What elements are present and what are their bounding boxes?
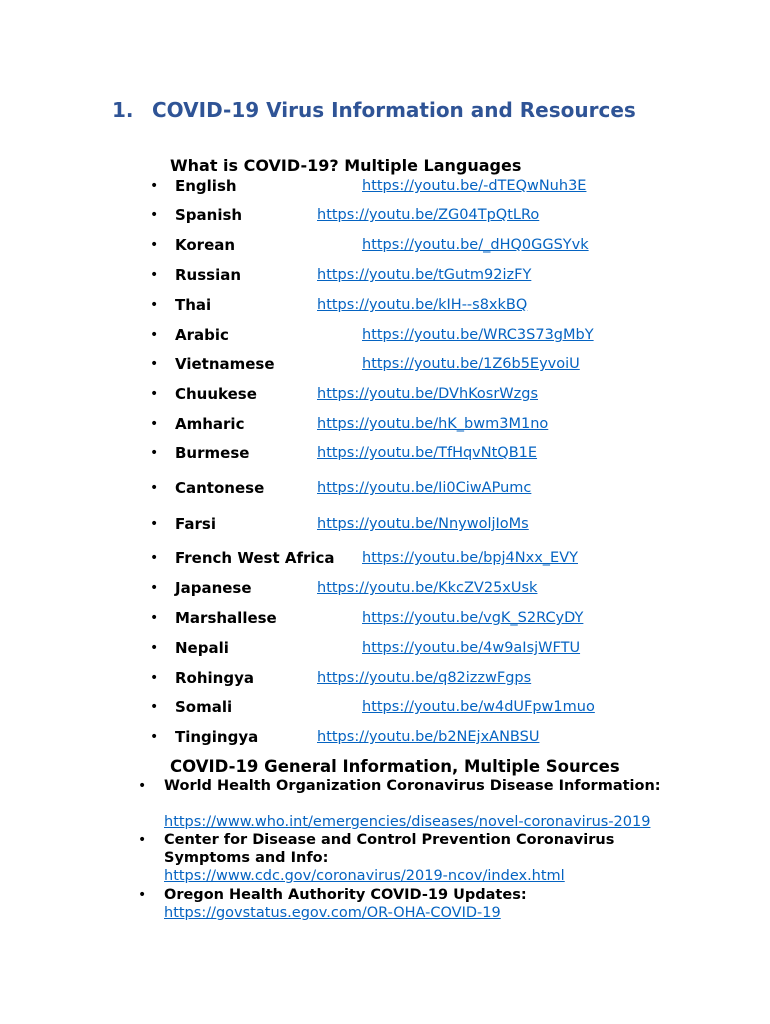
list-item <box>0 325 770 345</box>
video-link[interactable]: https://youtu.be/DVhKosrWzgs <box>317 386 539 402</box>
video-link[interactable]: https://youtu.be/KkcZV25xUsk <box>317 580 538 596</box>
language-name: Tingingya <box>175 728 259 746</box>
resource-title: Oregon Health Authority COVID-19 Updates: <box>164 887 527 903</box>
bullet-icon: • <box>150 297 159 313</box>
video-link[interactable]: https://youtu.be/-dTEQwNuh3E <box>362 178 587 194</box>
language-name: English <box>175 177 237 195</box>
list-item <box>0 265 770 285</box>
language-name: Marshallese <box>175 609 277 627</box>
bullet-icon: • <box>150 327 159 343</box>
bullet-icon: • <box>138 778 147 794</box>
bullet-icon: • <box>150 445 159 461</box>
video-link[interactable]: https://youtu.be/ZG04TpQtLRo <box>317 207 540 223</box>
list-item <box>0 176 770 196</box>
language-name: Nepali <box>175 639 229 657</box>
bullet-icon: • <box>150 729 159 745</box>
languages-heading: What is COVID-19? Multiple Languages <box>170 156 522 175</box>
video-link[interactable]: https://youtu.be/_dHQ0GGSYvk <box>362 237 589 253</box>
list-item <box>0 295 770 315</box>
bullet-icon: • <box>150 416 159 432</box>
language-name: Thai <box>175 296 212 314</box>
video-link[interactable]: https://youtu.be/kIH--s8xkBQ <box>317 297 528 313</box>
language-name: Somali <box>175 698 233 716</box>
section-title: COVID-19 Virus Information and Resources <box>152 98 636 122</box>
list-item <box>0 548 770 568</box>
resource-link[interactable]: https://www.who.int/emergencies/diseases/novel-coronavirus-2019 <box>164 814 651 830</box>
list-item <box>0 578 770 598</box>
list-item <box>0 384 770 404</box>
list-item <box>0 608 770 628</box>
video-link[interactable]: https://youtu.be/vgK_S2RCyDY <box>362 610 584 626</box>
section-heading <box>112 98 636 122</box>
language-name: Burmese <box>175 444 250 462</box>
video-link[interactable]: https://youtu.be/1Z6b5EyvoiU <box>362 356 580 372</box>
bullet-icon: • <box>138 832 147 848</box>
language-name: Rohingya <box>175 669 254 687</box>
list-item <box>0 443 770 463</box>
bullet-icon: • <box>150 610 159 626</box>
bullet-icon: • <box>150 516 159 532</box>
video-link[interactable]: https://youtu.be/NnywoljIoMs <box>317 516 529 532</box>
list-item <box>0 727 770 747</box>
video-link[interactable]: https://youtu.be/4w9aIsjWFTU <box>362 640 581 656</box>
video-link[interactable]: https://youtu.be/TfHqvNtQB1E <box>317 445 538 461</box>
list-item <box>0 354 770 374</box>
video-link[interactable]: https://youtu.be/tGutm92izFY <box>317 267 532 283</box>
bullet-icon: • <box>150 386 159 402</box>
list-item <box>0 514 770 534</box>
language-name: French West Africa <box>175 549 335 567</box>
section-number: 1. <box>112 98 134 122</box>
bullet-icon: • <box>150 237 159 253</box>
list-item <box>0 668 770 688</box>
language-name: Spanish <box>175 206 243 224</box>
resource-title: Center for Disease and Control Prevention Coronavirus Symptoms and Info: <box>164 832 615 866</box>
language-name: Amharic <box>175 415 245 433</box>
language-name: Russian <box>175 266 242 284</box>
video-link[interactable]: https://youtu.be/w4dUFpw1muo <box>362 699 595 715</box>
bullet-icon: • <box>138 887 147 903</box>
bullet-icon: • <box>150 267 159 283</box>
bullet-icon: • <box>150 640 159 656</box>
bullet-icon: • <box>150 699 159 715</box>
bullet-icon: • <box>150 356 159 372</box>
bullet-icon: • <box>150 480 159 496</box>
language-name: Japanese <box>175 579 252 597</box>
list-item <box>0 478 770 498</box>
video-link[interactable]: https://youtu.be/Ii0CiwAPumc <box>317 480 532 496</box>
video-link[interactable]: https://youtu.be/q82izzwFgps <box>317 670 532 686</box>
video-link[interactable]: https://youtu.be/WRC3S73gMbY <box>362 327 594 343</box>
resource-link[interactable]: https://govstatus.egov.com/OR-OHA-COVID-19 <box>164 905 501 921</box>
list-item <box>0 205 770 225</box>
bullet-icon: • <box>150 178 159 194</box>
video-link[interactable]: https://youtu.be/hK_bwm3M1no <box>317 416 549 432</box>
bullet-icon: • <box>150 580 159 596</box>
language-name: Farsi <box>175 515 216 533</box>
list-item <box>0 638 770 658</box>
list-item <box>0 414 770 434</box>
language-name: Chuukese <box>175 385 257 403</box>
language-name: Korean <box>175 236 236 254</box>
list-item <box>0 697 770 717</box>
bullet-icon: • <box>150 207 159 223</box>
resource-link[interactable]: https://www.cdc.gov/coronavirus/2019-ncov/index.html <box>164 868 565 884</box>
resource-title: World Health Organization Coronavirus Disease Information: <box>164 778 661 794</box>
general-info-heading: COVID-19 General Information, Multiple Sources <box>170 757 620 776</box>
bullet-icon: • <box>150 670 159 686</box>
language-name: Arabic <box>175 326 229 344</box>
video-link[interactable]: https://youtu.be/b2NEjxANBSU <box>317 729 540 745</box>
language-name: Cantonese <box>175 479 265 497</box>
bullet-icon: • <box>150 550 159 566</box>
language-name: Vietnamese <box>175 355 275 373</box>
video-link[interactable]: https://youtu.be/bpj4Nxx_EVY <box>362 550 578 566</box>
list-item <box>0 235 770 255</box>
